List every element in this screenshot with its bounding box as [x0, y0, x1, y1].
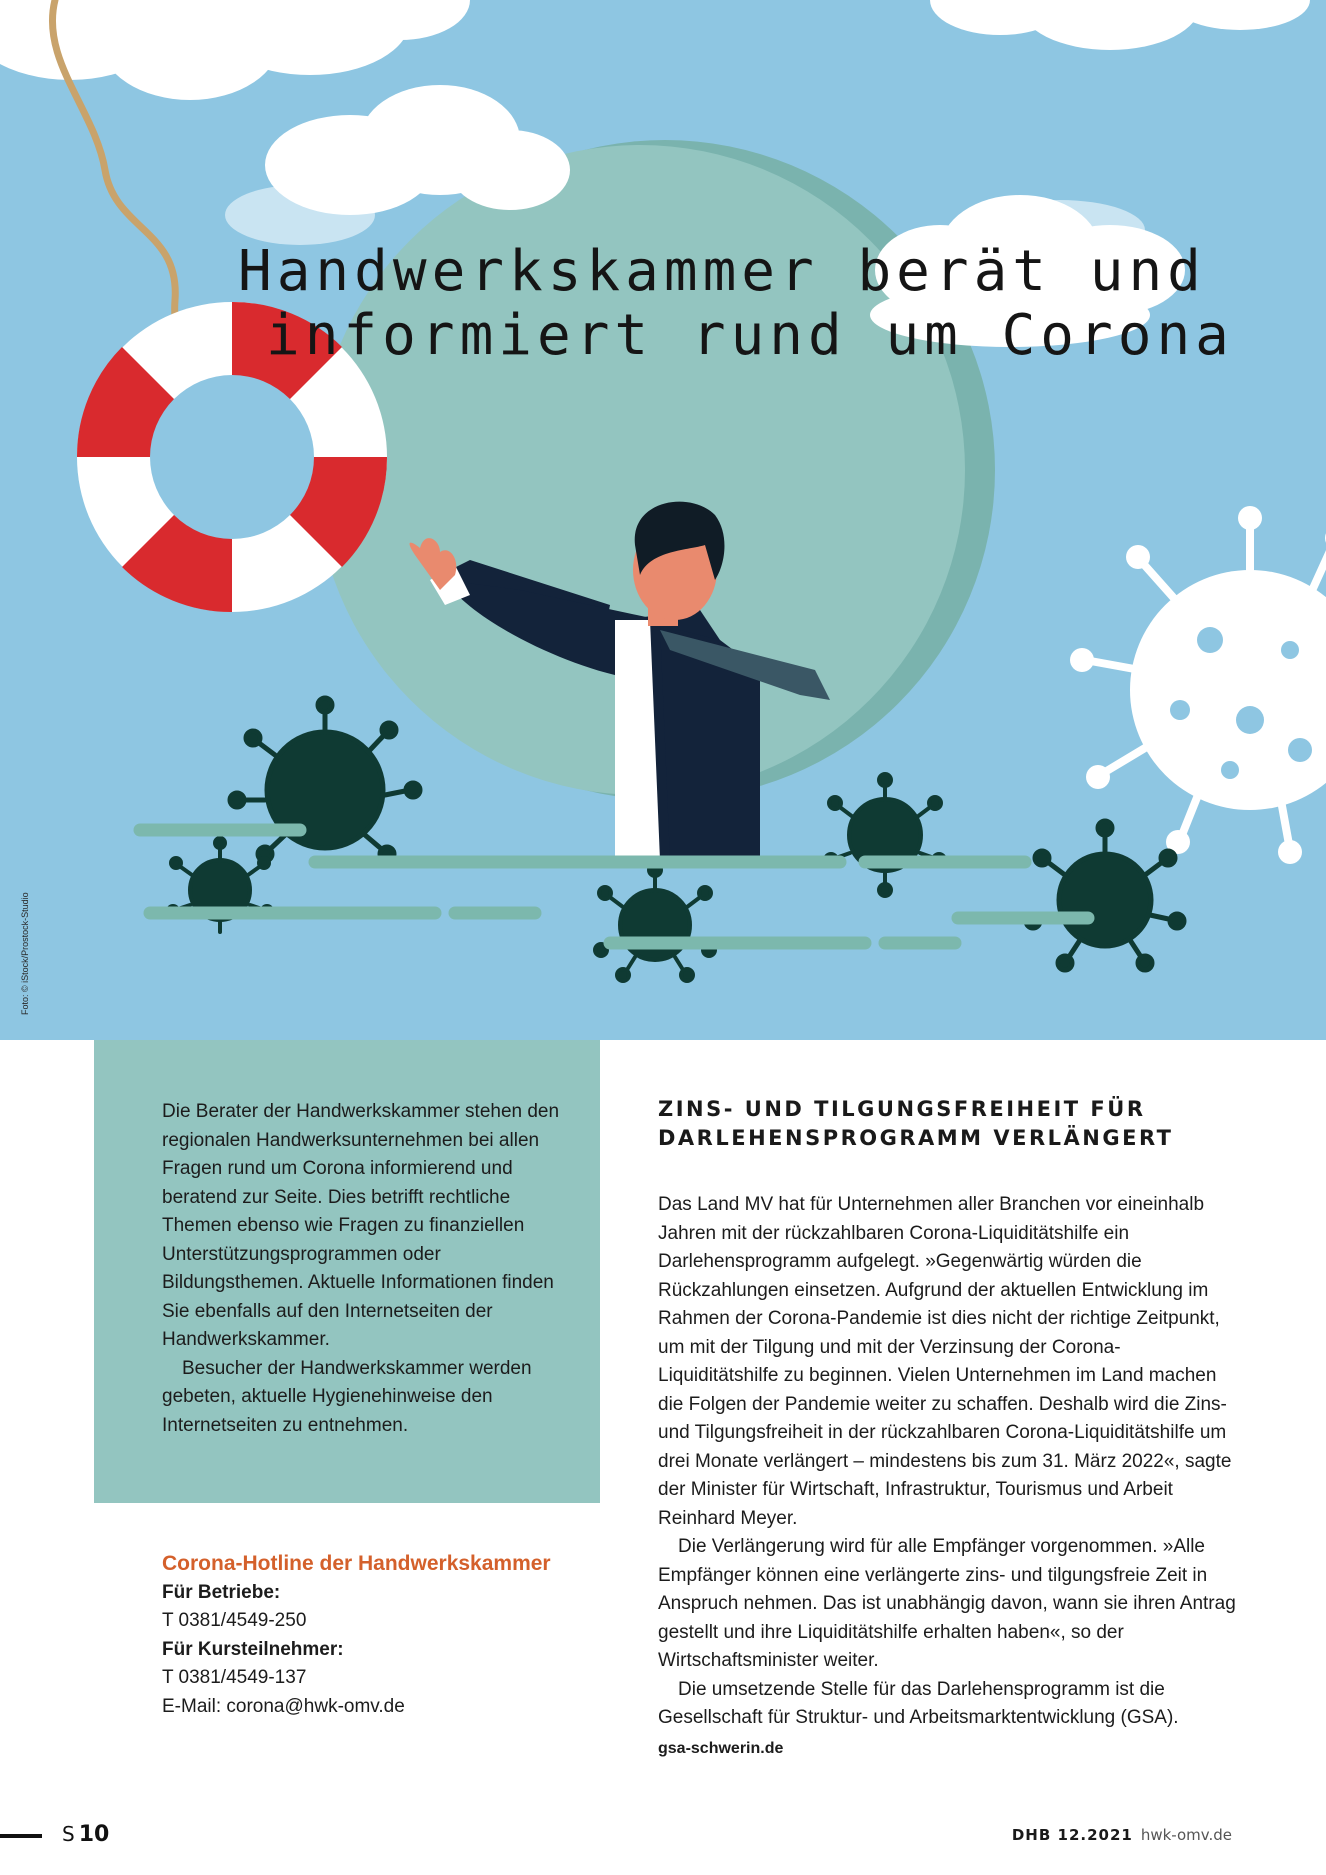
- footer-rule: [0, 1834, 42, 1838]
- cloud-top-right: [930, 0, 1310, 50]
- article-paragraph-1: Das Land MV hat für Unternehmen aller Branchen vor eineinhalb Jahren mit der rückzahlbaren Corona-Liquiditätshilfe ein Darlehensprogramm aufgelegt. »Gegenwärtig würden die Rückzahlungen einsetzen. Aufgrund der aktuellen Entwicklung im Rahmen der Corona-Pandemie ist dies nicht der richtige Zeitpunkt, um mit der Tilgung und mit der Verzinsung der Corona-Liquiditätshilfe zu beginnen. Vielen Unternehmen im Land machen die Folgen der Pandemie weiter zu schaffen. Deshalb wird die Zins- und Tilgungsfreiheit in der rückzahlbaren Corona-Liquiditätshilfe um drei Monate verlängert – mindestens bis zum 31. März 2022«, sagte der Minister für Wirtschaft, Infrastruktur, Tourismus und Arbeit Reinhard Meyer.: [658, 1194, 1232, 1529]
- hotline-phone-kurs[interactable]: T 0381/4549-137: [162, 1667, 307, 1688]
- hotline-phone-betriebe[interactable]: T 0381/4549-250: [162, 1610, 307, 1631]
- issue-info: [1012, 1826, 1232, 1844]
- article-heading: [658, 1095, 1236, 1153]
- article-column: [658, 1095, 1236, 1763]
- issue-label: DHB 12.2021: [1011, 1826, 1133, 1844]
- hotline-email[interactable]: E-Mail: corona@hwk-omv.de: [162, 1695, 405, 1717]
- photo-credit: Foto: © iStock/Prostock-Studio: [20, 892, 30, 1015]
- hotline-title: Corona-Hotline der Handwerkskammer: [162, 1552, 551, 1575]
- hotline-label-kurs: Für Kursteilnehmer:: [162, 1638, 344, 1660]
- page-number: [62, 1822, 109, 1847]
- article-heading-line-2: DARLEHENSPROGRAMM VERLÄNGERT: [658, 1126, 1174, 1150]
- title-line-1: Handwerkskammer berät und: [238, 239, 1206, 304]
- info-box: [94, 1040, 600, 1503]
- water-lines: [140, 830, 1088, 943]
- virus-white-icon: [1070, 506, 1326, 864]
- page-number-value: 10: [78, 1822, 110, 1847]
- footer-url[interactable]: hwk-omv.de: [1140, 1826, 1232, 1844]
- page-title: [238, 240, 1298, 368]
- article-paragraph-3: Die umsetzende Stelle für das Darlehensprogramm ist die Gesellschaft für Struktur- und Arbeitsmarktentwicklung (GSA).: [658, 1678, 1179, 1728]
- info-paragraph-2: Besucher der Handwerkskammer werden gebeten, aktuelle Hygienehinweise den Internetseiten zu entnehmen.: [162, 1357, 532, 1436]
- info-paragraph-1: Die Berater der Handwerkskammer stehen den regionalen Handwerksunternehmen bei allen Fragen rund um Corona informierend und beratend zur Seite. Dies betrifft rechtliche Themen ebenso wie Fragen zu finanziellen Unterstützungsprogrammen oder Bildungsthemen. Aktuelle Informationen finden Sie ebenfalls auf den Internetseiten der Handwerkskammer.: [162, 1101, 560, 1350]
- page-prefix: S: [62, 1822, 75, 1846]
- hotline-block: [162, 1550, 602, 1721]
- article-source-link[interactable]: gsa-schwerin.de: [658, 1739, 784, 1757]
- article-paragraph-2: Die Verlängerung wird für alle Empfänger vorgenommen. »Alle Empfänger können eine verlängerte zins- und tilgungsfreie Zeit in Anspruch nehmen. Das ist unabhängig davon, wann sie ihren Antrag gestellt und ihre Liquiditätshilfe erhalten haben«, so der Wirtschaftsminister weiter.: [658, 1536, 1236, 1671]
- title-line-2: informiert rund um Corona: [266, 303, 1234, 368]
- hotline-label-betriebe: Für Betriebe:: [162, 1581, 281, 1603]
- article-heading-line-1: ZINS- UND TILGUNGSFREIHEIT FÜR: [658, 1097, 1146, 1121]
